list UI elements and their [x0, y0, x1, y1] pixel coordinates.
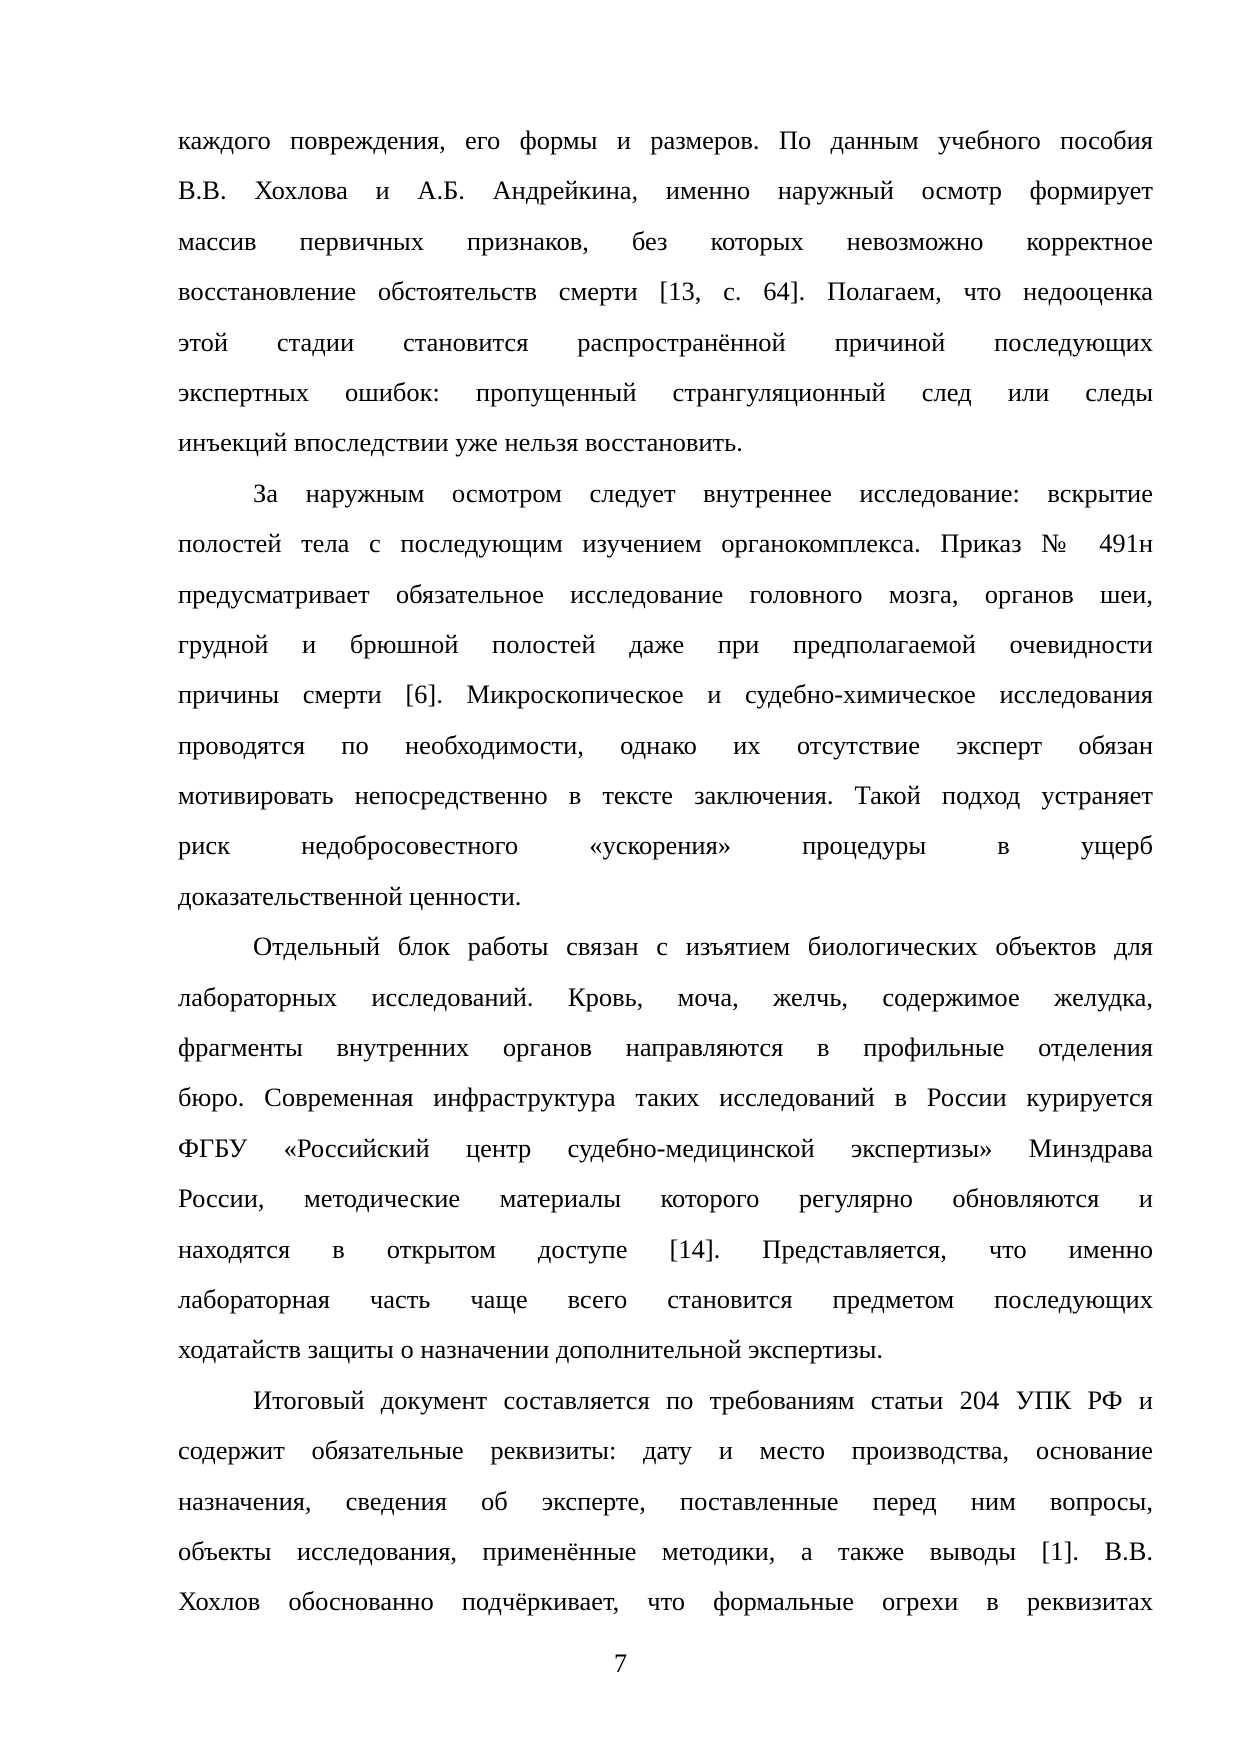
text-line: России, методические материалы которого регулярно обновляются и [178, 1183, 1153, 1214]
text-line: Отдельный блок работы связан с изъятием биологических объектов для [253, 931, 1153, 962]
text-line: восстановление обстоятельств смерти [13, с. 64]. Полагаем, что недооценка [178, 276, 1153, 307]
text-line: содержит обязательные реквизиты: дату и место производства, основание [178, 1435, 1153, 1466]
text-line: лабораторная часть чаще всего становится предметом последующих [178, 1283, 1153, 1314]
text-line: ходатайств защиты о назначении дополнительной экспертизы. [178, 1334, 884, 1365]
text-line: каждого повреждения, его формы и размеров. По данным учебного пособия [178, 125, 1153, 155]
text-line: лабораторных исследований. Кровь, моча, желчь, содержимое желудка, [178, 981, 1153, 1012]
text-line: бюро. Современная инфраструктура таких исследований в России курируется [178, 1082, 1153, 1113]
text-line: причины смерти [6]. Микроскопическое и судебно-химическое исследования [178, 679, 1153, 710]
text-line: назначения, сведения об эксперте, поставленные перед ним вопросы, [178, 1485, 1153, 1516]
text-line: риск недобросовестного «ускорения» процедуры в ущерб [178, 830, 1153, 861]
text-line: Хохлов обоснованно подчёркивает, что формальные огрехи в реквизитах [178, 1586, 1153, 1617]
text-line: доказательственной ценности. [178, 880, 522, 911]
text-line: предусматривает обязательное исследование головного мозга, органов шеи, [178, 578, 1153, 609]
text-line: полостей тела с последующим изучением органокомплекса. Приказ № 491н [178, 528, 1153, 559]
text-line: грудной и брюшной полостей даже при предполагаемой очевидности [178, 628, 1153, 659]
text-line: За наружным осмотром следует внутреннее исследование: вскрытие [253, 477, 1153, 508]
text-line: проводятся по необходимости, однако их отсутствие эксперт обязан [178, 729, 1153, 760]
text-line: фрагменты внутренних органов направляются в профильные отделения [178, 1032, 1153, 1063]
text-line: В.В. Хохлова и А.Б. Андрейкина, именно наружный осмотр формирует [178, 175, 1153, 206]
text-line: этой стадии становится распространённой причиной последующих [178, 326, 1153, 357]
text-line: Итоговый документ составляется по требованиям статьи 204 УПК РФ и [253, 1384, 1153, 1415]
text-line: инъекций впоследствии уже нельзя восстановить. [178, 427, 743, 458]
text-line: объекты исследования, применённые методики, а также выводы [1]. В.В. [178, 1535, 1153, 1566]
text-line: экспертных ошибок: пропущенный странгуляционный след или следы [178, 376, 1153, 407]
text-line: массив первичных признаков, без которых невозможно корректное [178, 225, 1153, 256]
text-line: находятся в открытом доступе [14]. Представляется, что именно [178, 1233, 1153, 1264]
body-text [178, 115, 1153, 1627]
text-line: мотивировать непосредственно в тексте заключения. Такой подход устраняет [178, 780, 1153, 811]
text-line: ФГБУ «Российский центр судебно-медицинской экспертизы» Минздрава [178, 1132, 1153, 1163]
page-number: 7 [613, 1648, 628, 1678]
